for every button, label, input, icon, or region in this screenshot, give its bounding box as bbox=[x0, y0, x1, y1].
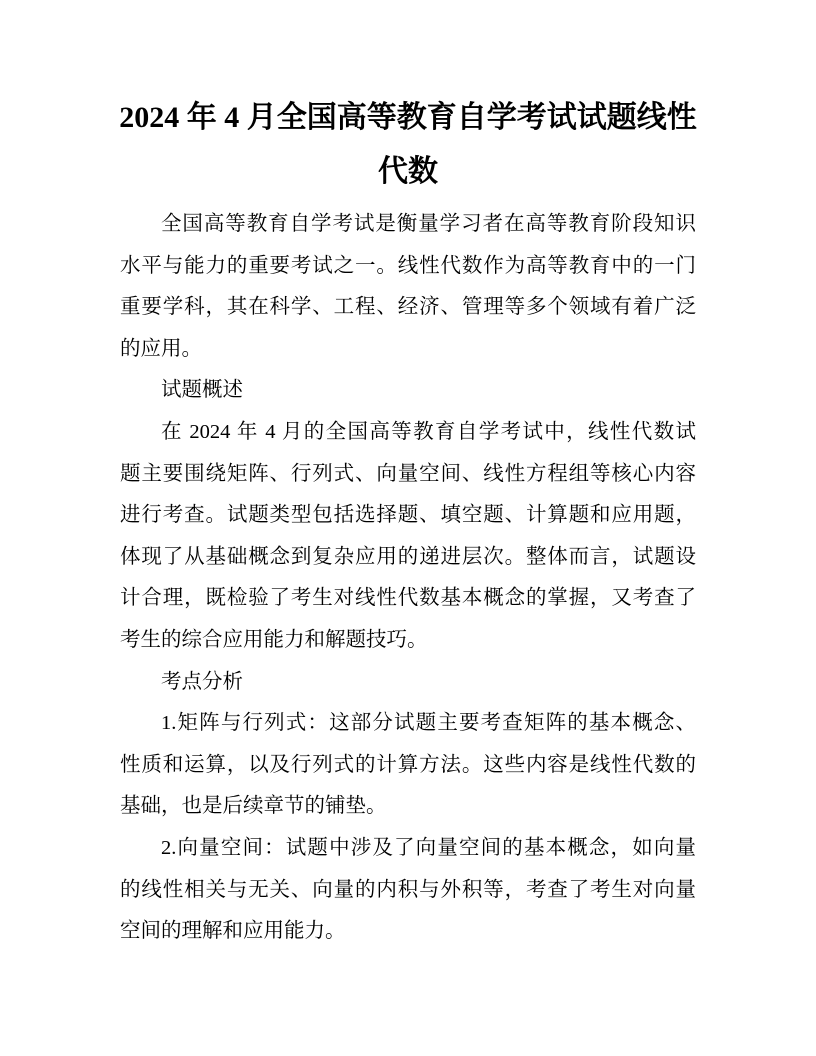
title-line-2: 代数 bbox=[378, 155, 438, 188]
text-line: 进行考查。试题类型包括选择题、填空题、计算题和应用题， bbox=[120, 504, 696, 527]
text-line: 空间的理解和应用能力。 bbox=[120, 920, 346, 943]
text-line: 体现了从基础概念到复杂应用的递进层次。整体而言，试题设 bbox=[120, 545, 696, 568]
text-line: 考点分析 bbox=[161, 670, 243, 693]
text-line: 1.矩阵与行列式：这部分试题主要考查矩阵的基本概念、 bbox=[161, 712, 696, 735]
text-line: 题主要围绕矩阵、行列式、向量空间、线性方程组等核心内容 bbox=[120, 462, 696, 485]
text-line: 的应用。 bbox=[120, 337, 202, 360]
paragraph bbox=[120, 204, 696, 370]
text-line: 试题概述 bbox=[161, 379, 243, 402]
paragraph bbox=[120, 412, 696, 662]
title-line-1: 2024 年 4 月全国高等教育自学考试试题线性 bbox=[119, 101, 697, 134]
section-heading bbox=[120, 662, 696, 704]
section-heading bbox=[120, 370, 696, 412]
document-title bbox=[110, 91, 706, 199]
text-line: 2.向量空间：试题中涉及了向量空间的基本概念，如向量 bbox=[161, 836, 696, 859]
document-body bbox=[120, 204, 696, 953]
paragraph bbox=[120, 828, 696, 953]
text-line: 性质和运算，以及行列式的计算方法。这些内容是线性代数的 bbox=[120, 753, 696, 776]
text-line: 全国高等教育自学考试是衡量学习者在高等教育阶段知识 bbox=[161, 213, 696, 235]
paragraph bbox=[120, 703, 696, 828]
text-line: 考生的综合应用能力和解题技巧。 bbox=[120, 628, 428, 651]
text-line: 的线性相关与无关、向量的内积与外积等，考查了考生对向量 bbox=[120, 878, 696, 901]
text-line: 重要学科，其在科学、工程、经济、管理等多个领域有着广泛 bbox=[120, 296, 696, 319]
text-line: 基础，也是后续章节的铺垫。 bbox=[120, 795, 387, 818]
text-line: 在 2024 年 4 月的全国高等教育自学考试中，线性代数试 bbox=[161, 420, 696, 443]
text-line: 计合理，既检验了考生对线性代数基本概念的掌握，又考查了 bbox=[120, 587, 696, 610]
text-line: 水平与能力的重要考试之一。线性代数作为高等教育中的一门 bbox=[120, 254, 696, 277]
